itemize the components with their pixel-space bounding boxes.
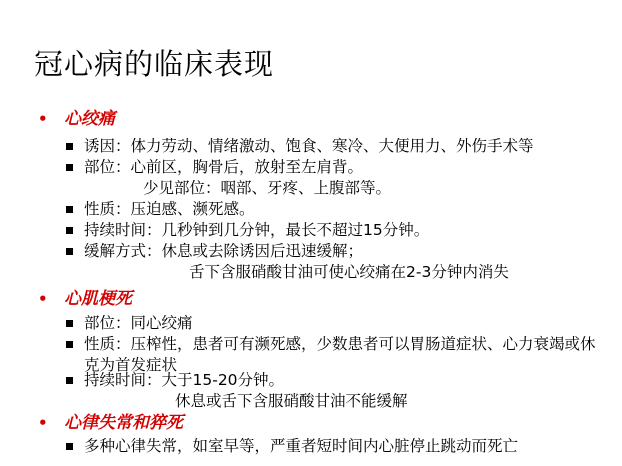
list-item-text: 部位：心前区，胸骨后，放射至左肩背。: [84, 158, 364, 176]
bullet-dot-icon: •: [38, 110, 48, 128]
square-bullet-icon: [66, 370, 84, 391]
list-item-text: 性质：压榨性，患者可有濒死感，少数患者可以胃肠道症状、心力衰竭或休克为首发症状: [84, 335, 596, 374]
list-item-text: 多种心律失常，如室早等，严重者短时间内心脏停止跳动而死亡: [84, 437, 519, 455]
square-bullet-icon: [66, 199, 84, 220]
list-item-text: 性质：压迫感、濒死感。: [84, 200, 255, 218]
list-item: [66, 436, 606, 457]
section-heading-label: 心肌梗死: [64, 289, 132, 309]
list-item-text: 持续时间：大于15-20分钟。: [84, 371, 285, 389]
list-item-continuation: 少见部位：咽部、牙疼、上腹部等。: [143, 179, 392, 197]
square-bullet-icon: [66, 157, 84, 178]
bullet-dot-icon: •: [38, 290, 48, 308]
section-heading-label: 心绞痛: [64, 109, 115, 129]
list-item-continuation: 舌下含服硝酸甘油可使心绞痛在2-3分钟内消失: [189, 263, 509, 281]
list-item-text: 持续时间：几秒钟到几分钟，最长不超过15分钟。: [84, 221, 430, 239]
list-item-text: 缓解方式：休息或去除诱因后迅速缓解；: [84, 242, 364, 260]
list-item-text: 诱因：体力劳动、情绪激动、饱食、寒冷、大便用力、外伤手术等: [84, 137, 534, 155]
list-item: [66, 199, 606, 220]
bullet-dot-icon: •: [38, 414, 48, 432]
square-bullet-icon: [66, 241, 84, 262]
section-heading-mi: [38, 288, 132, 310]
list-item-text: 部位：同心绞痛: [84, 314, 193, 332]
section-heading-label: 心律失常和猝死: [64, 413, 183, 433]
list-item: [66, 220, 606, 241]
list-item: [66, 136, 606, 157]
list-item: [66, 157, 606, 178]
square-bullet-icon: [66, 220, 84, 241]
slide-title: 冠心病的临床表现: [34, 47, 275, 81]
list-item-continuation: 休息或舌下含服硝酸甘油不能缓解: [175, 392, 408, 410]
section-heading-angina: [38, 108, 115, 130]
list-item: [66, 370, 606, 391]
square-bullet-icon: [66, 136, 84, 157]
list-item: [66, 241, 606, 262]
section-heading-arrhythmia: [38, 412, 183, 434]
square-bullet-icon: [66, 313, 84, 334]
square-bullet-icon: [66, 436, 84, 457]
list-item: [66, 313, 606, 334]
